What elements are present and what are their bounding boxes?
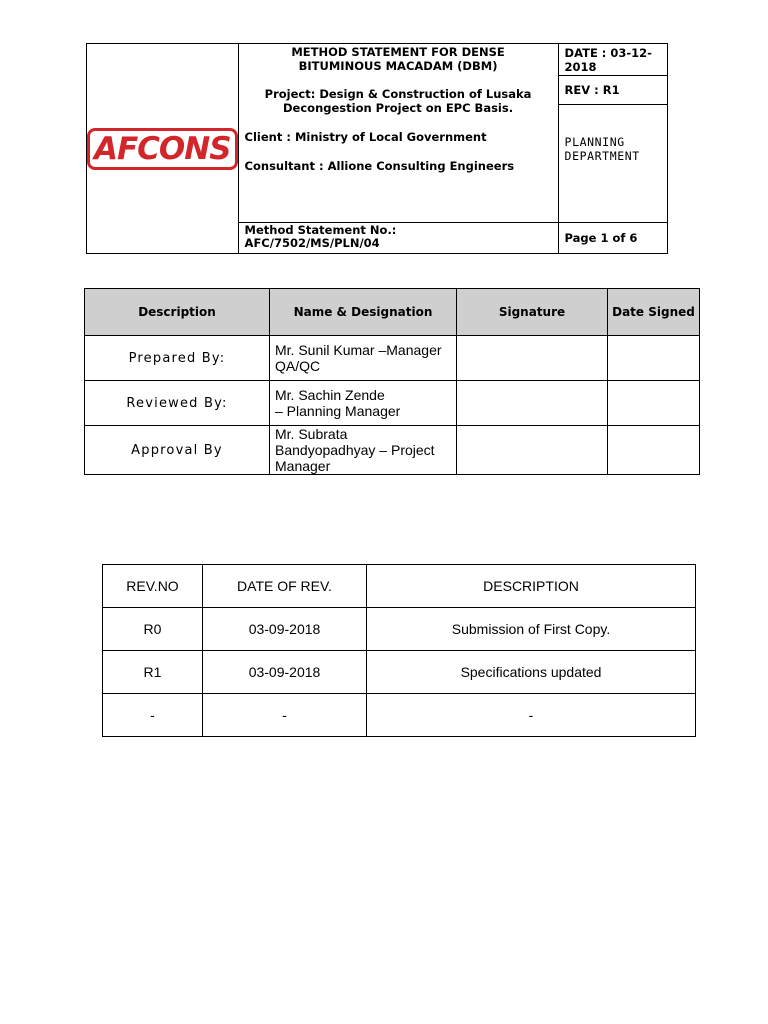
- department-cell: [558, 105, 667, 223]
- method-statement-label: Method Statement No.:: [244, 223, 397, 237]
- logo-cell: [87, 44, 239, 254]
- revision-table: [102, 564, 696, 737]
- date-signed-cell: [608, 336, 700, 381]
- name-line: Mr. Sachin Zende: [275, 387, 385, 403]
- row-description: Reviewed By:: [85, 381, 270, 426]
- department-line-1: PLANNING: [564, 135, 625, 149]
- logo-text: AFCONS: [94, 130, 231, 167]
- page-cell: [558, 223, 667, 254]
- name-line: – Planning Manager: [275, 403, 401, 419]
- name-line: Mr. Sunil Kumar –Manager: [275, 342, 442, 358]
- table-row: [85, 336, 700, 381]
- name-line: Bandyopadhyay – Project: [275, 442, 435, 458]
- rev-date-cell: 03-09-2018: [203, 608, 367, 651]
- column-header-signature: Signature: [457, 289, 608, 336]
- column-header-description: Description: [85, 289, 270, 336]
- column-header-description: DESCRIPTION: [367, 565, 696, 608]
- column-header-date-of-rev: DATE OF REV.: [203, 565, 367, 608]
- title-line-2: BITUMINOUS MACADAM (DBM): [298, 59, 498, 73]
- table-row: [103, 694, 696, 737]
- table-row: [85, 381, 700, 426]
- rev-description-cell: Submission of First Copy.: [367, 608, 696, 651]
- method-statement-number: AFC/7502/MS/PLN/04: [244, 236, 380, 250]
- client-name: Client : Ministry of Local Government: [244, 130, 487, 144]
- rev-no-cell: -: [103, 694, 203, 737]
- rev-description-cell: -: [367, 694, 696, 737]
- rev-cell: [558, 76, 667, 105]
- project-line-2: Decongestion Project on EPC Basis.: [283, 101, 514, 115]
- date-signed-cell: [608, 426, 700, 475]
- title-line-1: METHOD STATEMENT FOR DENSE: [291, 45, 505, 59]
- column-header-name-designation: Name & Designation: [270, 289, 457, 336]
- row-description: Approval By: [85, 426, 270, 475]
- rev-description-cell: Specifications updated: [367, 651, 696, 694]
- document-header: [86, 43, 668, 254]
- date-signed-cell: [608, 381, 700, 426]
- name-line: QA/QC: [275, 358, 321, 374]
- document-title: [245, 45, 552, 73]
- header-info: [238, 44, 558, 223]
- rev-no-cell: R0: [103, 608, 203, 651]
- document-date: DATE : 03-12-2018: [564, 46, 652, 74]
- table-row: [103, 608, 696, 651]
- rev-date-cell: -: [203, 694, 367, 737]
- method-statement-number-cell: [238, 223, 558, 254]
- project-line-1: Project: Design & Construction of Lusaka: [264, 87, 532, 101]
- row-name-designation: [270, 426, 457, 475]
- rev-no-cell: R1: [103, 651, 203, 694]
- row-name-designation: [270, 381, 457, 426]
- approval-header-row: [85, 289, 700, 336]
- signature-cell: [457, 336, 608, 381]
- signature-cell: [457, 381, 608, 426]
- project-name: [245, 87, 552, 115]
- document-revision: REV : R1: [564, 83, 620, 97]
- consultant-name: Consultant : Allione Consulting Engineers: [244, 159, 515, 173]
- afcons-logo: [87, 128, 238, 170]
- name-line: Mr. Subrata: [275, 426, 348, 442]
- table-row: [103, 651, 696, 694]
- column-header-rev-no: REV.NO: [103, 565, 203, 608]
- revision-header-row: [103, 565, 696, 608]
- column-header-date-signed: Date Signed: [608, 289, 700, 336]
- date-cell: [558, 44, 667, 76]
- table-row: [85, 426, 700, 475]
- rev-date-cell: 03-09-2018: [203, 651, 367, 694]
- row-description: Prepared By:: [85, 336, 270, 381]
- signature-cell: [457, 426, 608, 475]
- row-name-designation: [270, 336, 457, 381]
- approval-table: [84, 288, 700, 475]
- name-line: Manager: [275, 458, 331, 474]
- department-line-2: DEPARTMENT: [564, 149, 640, 163]
- page-number: Page 1 of 6: [564, 231, 638, 245]
